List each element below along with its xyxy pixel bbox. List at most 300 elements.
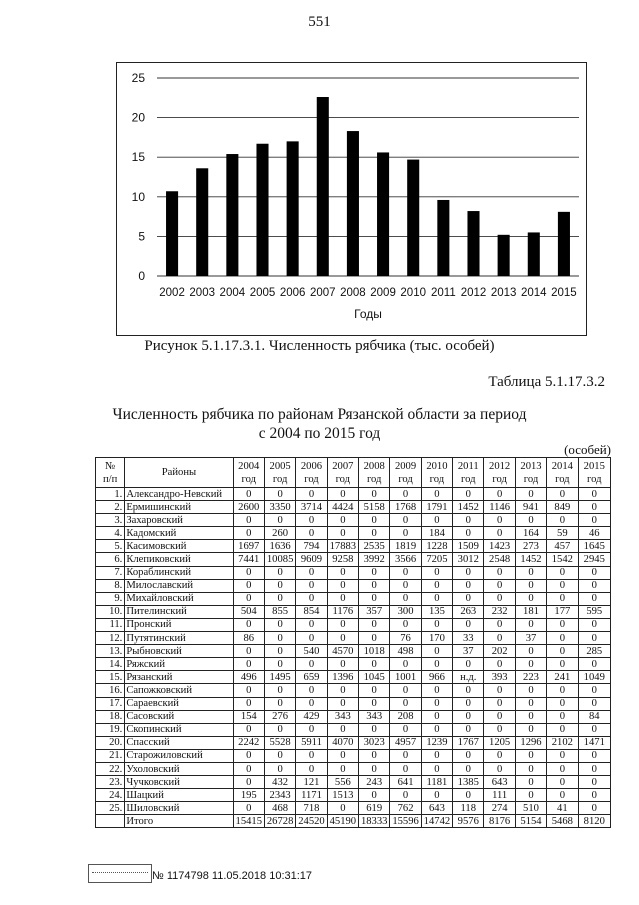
cell-value: 0 [578,762,610,775]
cell-value: 0 [453,749,484,762]
header-year-value: 2008 [363,460,385,472]
cell-value: 0 [233,802,264,815]
bar [528,232,540,276]
x-tick-label: 2002 [159,287,185,299]
cell-value: 0 [327,527,358,540]
bar [317,97,329,276]
cell-value: 0 [547,618,578,631]
y-tick-label: 10 [131,189,145,204]
cell-value: 0 [547,684,578,697]
cell-value: 0 [359,592,390,605]
header-year-sub: год [523,473,539,485]
row-number: 12. [96,632,125,645]
cell-value: 0 [264,658,295,671]
district-name: Касимовский [125,540,233,553]
cell-value: 0 [296,488,327,501]
cell-value: 164 [515,527,546,540]
cell-value: 0 [547,658,578,671]
y-tick-label: 5 [138,229,145,244]
district-name: Кораблинский [125,566,233,579]
cell-value: 504 [233,605,264,618]
table-row [96,684,611,697]
district-name: Михайловский [125,592,233,605]
cell-value: 0 [327,658,358,671]
header-year-value: 2015 [583,460,605,472]
cell-value: 273 [515,540,546,553]
cell-value: 0 [233,527,264,540]
header-district: Районы [125,458,233,488]
x-axis-label: Годы [354,307,382,321]
cell-value: 0 [547,789,578,802]
cell-value: 0 [390,697,421,710]
cell-value: 1396 [327,671,358,684]
cell-value: 0 [296,592,327,605]
cell-value: 37 [453,645,484,658]
cell-value: 0 [359,684,390,697]
cell-value: 1495 [264,671,295,684]
cell-value: 0 [421,645,452,658]
row-number: 4. [96,527,125,540]
cell-value: 0 [327,762,358,775]
cell-value: 0 [515,723,546,736]
cell-value: 0 [233,684,264,697]
cell-value: 4570 [327,645,358,658]
header-year-sub: год [272,473,288,485]
cell-value: 5911 [296,736,327,749]
cell-value: 0 [421,592,452,605]
cell-value: 0 [547,592,578,605]
table-row [96,658,611,671]
cell-value: 0 [421,658,452,671]
header-year-sub: год [304,473,319,485]
cell-value: 659 [296,671,327,684]
cell-value: 0 [484,632,515,645]
bar [196,168,208,276]
row-number: 17. [96,697,125,710]
table-row [96,566,611,579]
cell-value: 1018 [359,645,390,658]
cell-value: 0 [453,592,484,605]
cell-value: 0 [515,697,546,710]
cell-value: 0 [484,762,515,775]
table-row [96,553,611,566]
cell-value: 0 [233,618,264,631]
cell-value: 854 [296,605,327,618]
cell-value: 202 [484,645,515,658]
cell-value: 0 [547,488,578,501]
cell-value: 643 [421,802,452,815]
row-number: 3. [96,514,125,527]
cell-value: 432 [264,776,295,789]
district-name: Клепиковский [125,553,233,566]
bar [467,211,479,276]
cell-value: 0 [547,514,578,527]
row-number: 19. [96,723,125,736]
cell-value: 0 [233,723,264,736]
cell-value: 0 [264,579,295,592]
header-year-2010 [421,458,452,488]
header-year-2015 [578,458,610,488]
cell-value: 3992 [359,553,390,566]
cell-value: 1636 [264,540,295,553]
x-tick-label: 2010 [400,287,427,299]
cell-value: 0 [359,632,390,645]
cell-value: 0 [233,697,264,710]
cell-value: 1768 [390,501,421,514]
row-number: 16. [96,684,125,697]
cell-value: 0 [264,749,295,762]
row-number: 5. [96,540,125,553]
cell-value: 0 [359,488,390,501]
cell-value: 1452 [515,553,546,566]
table-title [0,405,639,443]
cell-value: 0 [390,618,421,631]
cell-value: 0 [327,684,358,697]
cell-value: 0 [484,684,515,697]
table-row [96,605,611,618]
row-number: 14. [96,658,125,671]
district-name: Сапожковский [125,684,233,697]
units-label: (особей) [564,442,611,457]
x-tick-label: 2005 [249,287,276,299]
x-tick-label: 2013 [490,287,517,299]
cell-value: 0 [296,684,327,697]
cell-value: 0 [233,749,264,762]
cell-value: 510 [515,802,546,815]
cell-value: 0 [547,579,578,592]
cell-value: 0 [327,566,358,579]
cell-value: 0 [421,723,452,736]
header-year-value: 2012 [489,460,511,472]
cell-value: 343 [359,710,390,723]
total-label: Итого [125,815,233,828]
table-row [96,802,611,815]
cell-value: 0 [515,749,546,762]
cell-value: 0 [390,514,421,527]
cell-value: 0 [578,802,610,815]
cell-value: 2548 [484,553,515,566]
table-row [96,579,611,592]
cell-value: 0 [453,723,484,736]
district-name: Пронский [125,618,233,631]
cell-value: 1045 [359,671,390,684]
cell-value: 3023 [359,736,390,749]
district-name: Милославский [125,579,233,592]
row-number: 24. [96,789,125,802]
header-year-sub: год [461,473,476,485]
cell-value: 3350 [264,501,295,514]
cell-value: 5158 [359,501,390,514]
cell-value: 0 [390,579,421,592]
district-name: Ухоловский [125,762,233,775]
cell-value: 0 [264,762,295,775]
cell-value: 0 [578,618,610,631]
cell-value: 195 [233,789,264,802]
cell-value: 46 [578,527,610,540]
header-year-value: 2014 [551,460,573,472]
total-value: 8176 [484,815,515,828]
cell-value: 0 [453,579,484,592]
y-tick-label: 25 [131,71,145,85]
cell-value: 0 [264,514,295,527]
cell-value: 3566 [390,553,421,566]
cell-value: 1509 [453,540,484,553]
cell-value: 0 [453,684,484,697]
footer-document-id: № 1174798 11.05.2018 10:31:17 [152,870,313,882]
page-number: 551 [308,14,331,30]
table-row [96,488,611,501]
total-value: 18333 [359,815,390,828]
cell-value: 0 [359,618,390,631]
cell-value: 0 [515,658,546,671]
cell-value: 0 [484,723,515,736]
table-row [96,592,611,605]
cell-value: 0 [547,710,578,723]
cell-value: 762 [390,802,421,815]
cell-value: 223 [515,671,546,684]
header-year-value: 2009 [394,460,417,472]
x-tick-label: 2008 [340,287,366,299]
row-number: 7. [96,566,125,579]
cell-value: 357 [359,605,390,618]
cell-value: 0 [359,749,390,762]
cell-value: 0 [515,710,546,723]
cell-value: 0 [515,684,546,697]
cell-value: 498 [390,645,421,658]
population-chart [116,62,587,336]
total-value: 8120 [578,815,610,828]
cell-value: 0 [296,632,327,645]
cell-value: 0 [515,488,546,501]
cell-value: 111 [484,789,515,802]
table-row [96,501,611,514]
row-number: 21. [96,749,125,762]
x-tick-label: 2006 [279,287,306,299]
bar [437,200,449,276]
header-year-value: 2006 [300,460,323,472]
x-tick-label: 2004 [219,287,246,299]
cell-value: 0 [233,514,264,527]
total-value: 5154 [515,815,546,828]
district-name: Пителинский [125,605,233,618]
district-name: Спасский [125,736,233,749]
district-name: Ряжский [125,658,233,671]
table-title-line1: Численность рябчика по районам Рязанской области за период [112,406,527,423]
cell-value: 0 [359,789,390,802]
cell-value: 0 [484,514,515,527]
cell-value: 0 [327,802,358,815]
row-number: 20. [96,736,125,749]
cell-value: 0 [421,710,452,723]
cell-value: 0 [327,749,358,762]
cell-value: 0 [327,514,358,527]
cell-value: 0 [578,684,610,697]
cell-value: 0 [264,684,295,697]
district-name: Александро-Невский [125,488,233,501]
cell-value: 1239 [421,736,452,749]
cell-value: 0 [578,514,610,527]
cell-value: 1001 [390,671,421,684]
table-row [96,527,611,540]
table-row [96,736,611,749]
cell-value: 154 [233,710,264,723]
cell-value: 0 [421,579,452,592]
cell-value: 0 [547,632,578,645]
total-value: 45190 [327,815,358,828]
row-number: 13. [96,645,125,658]
table-label: Таблица 5.1.17.3.2 [488,374,605,390]
cell-value: 0 [484,658,515,671]
cell-value: 76 [390,632,421,645]
cell-value: 794 [296,540,327,553]
cell-value: 0 [484,566,515,579]
district-table [95,457,611,828]
cell-value: 0 [484,749,515,762]
cell-value: 0 [233,762,264,775]
cell-value: 0 [390,527,421,540]
cell-value: 0 [296,749,327,762]
header-number-line2: п/п [103,473,118,485]
cell-value: 9258 [327,553,358,566]
cell-value: 0 [547,749,578,762]
cell-value: 0 [453,658,484,671]
header-year-value: 2004 [238,460,260,472]
header-year-2013 [515,458,546,488]
district-name: Чучковский [125,776,233,789]
cell-value: 4424 [327,501,358,514]
cell-value: 0 [296,566,327,579]
header-number [96,458,125,488]
cell-value: 0 [390,749,421,762]
header-year-2007 [327,458,358,488]
cell-value: 941 [515,501,546,514]
cell-value: 184 [421,527,452,540]
cell-value: 556 [327,776,358,789]
district-name: Захаровский [125,514,233,527]
bar [377,152,389,276]
table-row [96,671,611,684]
cell-value: 2945 [578,553,610,566]
cell-value: 0 [453,618,484,631]
cell-value: 0 [296,723,327,736]
cell-value: 59 [547,527,578,540]
header-year-sub: год [241,473,256,485]
cell-value: 343 [327,710,358,723]
header-year-2008 [359,458,390,488]
cell-value: 0 [515,514,546,527]
bar [166,191,178,276]
cell-value: 0 [515,789,546,802]
district-name: Сасовский [125,710,233,723]
cell-value: 718 [296,802,327,815]
bar [407,160,419,276]
header-year-2004 [233,458,264,488]
cell-value: 0 [296,579,327,592]
x-tick-label: 2003 [189,287,216,299]
cell-value: 0 [264,645,295,658]
district-name: Старожиловский [125,749,233,762]
cell-value: 1423 [484,540,515,553]
header-year-2011 [453,458,484,488]
cell-value: 0 [578,592,610,605]
table-row [96,710,611,723]
cell-value: 0 [453,762,484,775]
cell-value: 0 [359,658,390,671]
cell-value: 243 [359,776,390,789]
header-year-sub: год [492,473,507,485]
total-value: 15596 [390,815,421,828]
cell-value: 0 [390,592,421,605]
cell-value: 2600 [233,501,264,514]
row-number: 2. [96,501,125,514]
row-number: 10. [96,605,125,618]
table-total-row [96,815,611,828]
table-row [96,618,611,631]
cell-value: 1542 [547,553,578,566]
cell-value: 619 [359,802,390,815]
cell-value: 135 [421,605,452,618]
table-row [96,776,611,789]
header-year-2005 [264,458,295,488]
x-tick-label: 2015 [551,287,577,299]
cell-value: 0 [421,762,452,775]
cell-value: 41 [547,802,578,815]
cell-value: 1819 [390,540,421,553]
cell-value: 0 [547,645,578,658]
cell-value: 0 [421,749,452,762]
cell-value: 0 [421,488,452,501]
header-year-2006 [296,458,327,488]
cell-value: 0 [578,776,610,789]
cell-value: 0 [453,789,484,802]
district-name: Рязанский [125,671,233,684]
x-tick-label: 2012 [460,287,487,299]
cell-value: 1176 [327,605,358,618]
table-row [96,789,611,802]
cell-value: 0 [390,566,421,579]
row-number: 23. [96,776,125,789]
district-name: Шиловский [125,802,233,815]
cell-value: 0 [547,697,578,710]
cell-value: 4957 [390,736,421,749]
header-year-2012 [484,458,515,488]
cell-value: 84 [578,710,610,723]
cell-value: 10085 [264,553,295,566]
row-number: 18. [96,710,125,723]
table-row [96,723,611,736]
district-name: Ермишинский [125,501,233,514]
cell-value: 0 [453,566,484,579]
bar [347,131,359,276]
cell-value: 0 [484,697,515,710]
cell-value: 285 [578,645,610,658]
table-title-line2: с 2004 по 2015 год [258,425,381,442]
cell-value: 0 [327,723,358,736]
header-year-sub: год [398,473,413,485]
total-value: 24520 [296,815,327,828]
row-number: 25. [96,802,125,815]
cell-value: 0 [484,527,515,540]
cell-value: 1171 [296,789,327,802]
cell-value: 0 [296,514,327,527]
row-number: 1. [96,488,125,501]
header-number-line1: № [105,460,116,472]
cell-value: 0 [359,527,390,540]
cell-value: 2102 [547,736,578,749]
cell-value: 232 [484,605,515,618]
cell-value: 0 [547,762,578,775]
cell-value: 1767 [453,736,484,749]
